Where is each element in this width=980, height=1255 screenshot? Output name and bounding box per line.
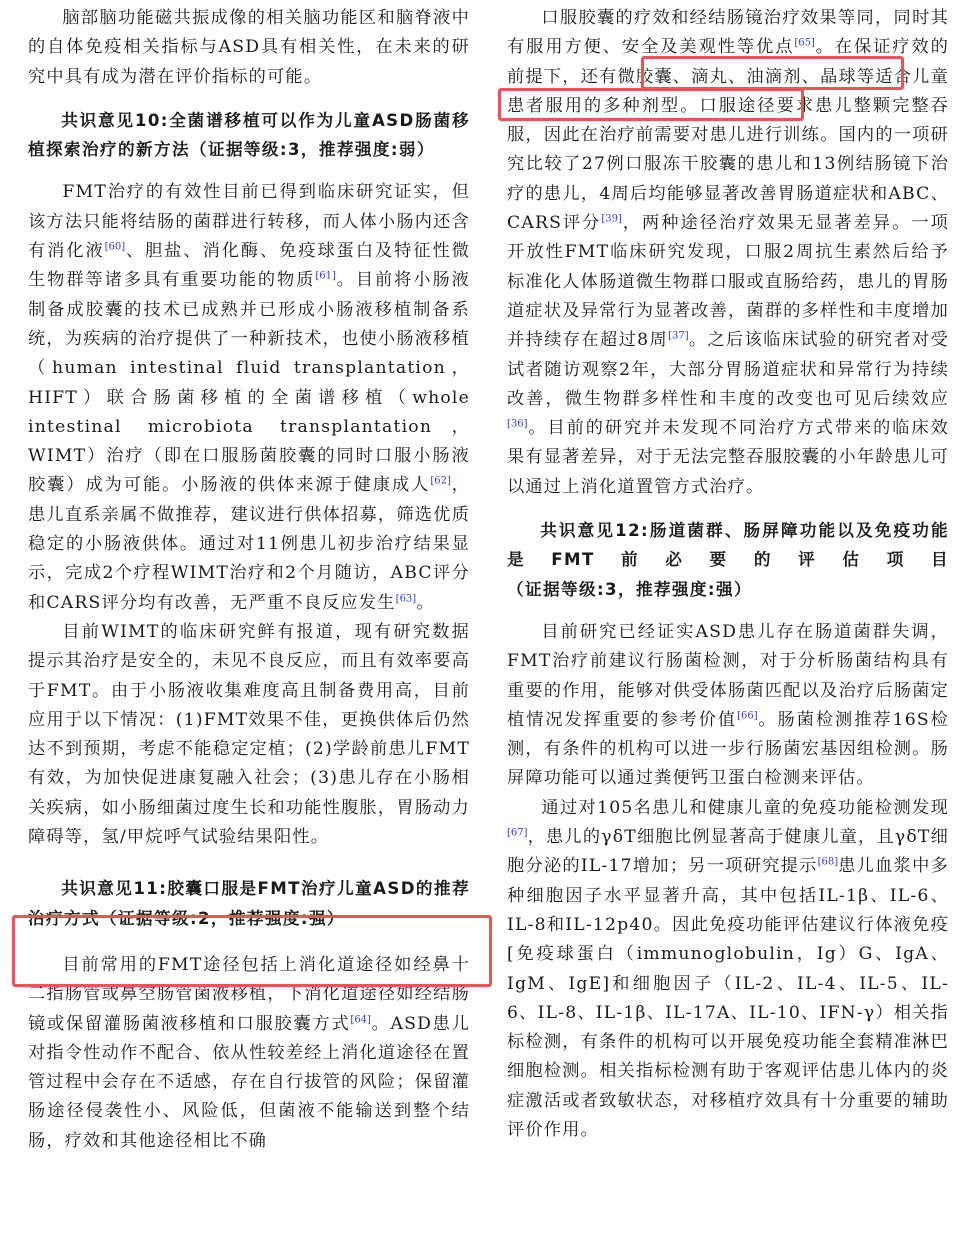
citation-ref-65[interactable]: [65] [794, 37, 815, 49]
paragraph-brain-imaging [28, 4, 470, 92]
citation-ref-62[interactable]: [62] [430, 475, 451, 487]
paragraph-text: ，患儿直系亲属不做推荐，建议进行供体招募，筛选优质稳定的小肠液供体。通过对11例患儿初步治疗结果显示，完成2个疗程WIMT治疗和2个月随访，ABC评分和CARS评分均有改善，无严重不良反应发生 [28, 475, 471, 613]
consensus-title: 共识意见10:全菌谱移植可以作为儿童ASD肠菌移植探索治疗的新方法 [28, 110, 470, 160]
paragraph-text: 。肠菌检测推荐16S检测，有条件的机构可以进一步行肠菌宏基因组检测。肠屏障功能可以通过粪便钙卫蛋白检测来评估。 [507, 709, 949, 789]
consensus-title: 共识意见11:胶囊口服是FMT治疗儿童ASD的推荐治疗方式 [28, 879, 470, 928]
highlighted-dosage-forms-text: 还有微胶囊、滴丸、油滴剂、晶球等适合儿童患者服用的多种剂型。 [507, 66, 949, 116]
citation-ref-39[interactable]: [39] [601, 213, 622, 225]
paragraph-text: 。ASD患儿对指令性动作不配合、依从性较差经上消化道途径在置管过程中会存在不适感，存在自行拔管的风险；保留灌肠途径侵袭性小、风险低，但菌液不能输送到整个结肠，疗效和其他途径相比不确 [28, 1013, 470, 1151]
citation-ref-60[interactable]: [60] [104, 241, 126, 253]
citation-ref-64[interactable]: [64] [350, 1013, 371, 1025]
paragraph-text: 通过对105名患儿和健康儿童的免疫功能检测发现 [541, 797, 949, 818]
citation-ref-37[interactable]: [37] [668, 330, 689, 342]
paragraph-immune-testing [507, 794, 949, 1146]
paragraph-text: 。目前的研究并未发现不同治疗方式带来的临床效果有显著差异，对于无法完整吞服胶囊的小年龄患儿可以通过上消化道置管方式治疗。 [507, 418, 949, 497]
citation-ref-68[interactable]: [68] [817, 856, 839, 868]
paragraph-text: ，两种途径治疗效果无显著差异。一项开放性FMT临床研究发现，口服2周抗生素然后给予标准化人体肠道微生物群口服或直肠给药，患儿的胃肠道症状及异常行为显著改善，菌群的多样性和丰度增加并持续存在超过8周 [507, 213, 949, 351]
citation-ref-61[interactable]: [61] [315, 270, 336, 282]
paragraph-wimt [28, 178, 470, 617]
consensus-10-heading [28, 106, 470, 165]
paragraph-text: ，患儿的γδT细胞比例显著高于健康儿童，且γδT细胞分泌的IL-17增加；另一项研究提示 [507, 827, 949, 877]
paragraph-oral-capsule [507, 4, 949, 502]
paragraph-text: 目前WIMT的临床研究鲜有报道，现有研究数据提示其治疗是安全的，未见不良反应，而且有效率要高于FMT。由于小肠液收集难度高且制备费用高，目前应用于以下情况：(1)FMT效果不佳，更换供体后仍然达不到预期，考虑不能稳定定植；(2)学龄前患儿FMT有效，为加快促进康复融入社会；(3)患儿存在小肠相关疾病，如小肠细菌过度生长和功能性腹胀，胃肠动力障碍等，氢/甲烷呼气试验结果阳性。 [28, 621, 470, 848]
citation-ref-36[interactable]: [36] [507, 418, 528, 430]
paragraph-gut-testing [507, 618, 949, 794]
consensus-evidence: （证据等级:2，推荐强度:强） [99, 908, 345, 928]
paragraph-text: 。在保证疗效的前提下， [507, 37, 949, 87]
paragraph-text: 、胆盐、消化酶、免疫球蛋白及特征性微生物群等诸多具有重要功能的物质 [28, 241, 470, 291]
consensus-12-heading [507, 516, 949, 604]
paragraph-text: 脑部脑功能磁共振成像的相关脑功能区和脑脊液中的自体免疫相关指标与ASD具有相关性，在未来的研究中具有成为潜在评价指标的可能。 [28, 8, 470, 87]
paragraph-text: 口服胶囊的疗效和经结肠镜治疗效果等同，同时其有服用方便、安全及美观性等优点 [507, 8, 949, 58]
citation-ref-63[interactable]: [63] [395, 592, 417, 604]
paragraph-text: 。之后该临床试验的研究者对受试者随访观察2年，大部分胃肠道症状和异常行为持续改善，微生物群多样性和丰度的改变也可见后续效应 [507, 330, 949, 409]
paragraph-text: 。 [416, 592, 435, 613]
consensus-evidence: （证据等级:3，推荐强度:弱） [189, 140, 435, 160]
paragraph-text: FMT治疗的有效性目前已得到临床研究证实，但该方法只能将结肠的菌群进行转移，而人体小肠内还含有消化液 [28, 182, 470, 262]
paragraph-text: 目前研究已经证实ASD患儿存在肠道菌群失调，FMT治疗前建议行肠菌检测，对于分析肠菌结构具有重要的作用，能够对供受体肠菌匹配以及治疗后肠菌定植情况发挥重要的参考价值 [507, 621, 949, 730]
paragraph-fmt-routes [28, 951, 470, 1156]
citation-ref-67[interactable]: [67] [507, 827, 528, 839]
paragraph-text: 口服途径要求患儿整颗完整吞服，因此在治疗前需要对患儿进行训练。国内的一项研究比较了27例口服冻干胶囊的患儿和13例结肠镜下治疗的患儿，4周后均能够显著改善胃肠道症状和ABC、CARS评分 [507, 95, 949, 234]
paragraph-text: 。目前将小肠液制备成胶囊的技术已成熟并已形成小肠液移植制备系统，为疾病的治疗提供了一种新技术，也使小肠液移植（human intestinal fluid transplantation，HIFT）联合肠菌移植的全菌谱移植（whole intestinal microbiota transplantation，WIMT）治疗（即在口服肠菌胶囊的同时口服小肠液胶囊）成为可能。小肠液的供体来源于健康成人 [28, 270, 470, 496]
consensus-11-heading [28, 874, 470, 933]
consensus-evidence: （证据等级:3，推荐强度:强） [507, 579, 752, 599]
citation-ref-66[interactable]: [66] [737, 710, 758, 722]
paragraph-text: 目前常用的FMT途径包括上消化道途径如经鼻十二指肠管或鼻空肠管菌液移植，下消化道途径如经结肠镜或保留灌肠菌液移植和口服胶囊方式 [28, 954, 470, 1034]
right-column [507, 4, 949, 1145]
paragraph-wimt-clinical [28, 618, 470, 852]
left-column [28, 4, 470, 1156]
consensus-title: 共识意见12:肠道菌群、肠屏障功能以及免疫功能是FMT前必要的评估项目 [507, 521, 949, 570]
paragraph-text: 患儿血浆中多种细胞因子水平显著升高，其中包括IL-1β、IL-6、IL-8和IL-12p40。因此免疫功能评估建议行体液免疫[免疫球蛋白（immunoglobulin，Ig）G、IgA、IgM、IgE]和细胞因子（IL-2、IL-4、IL-5、IL-6、IL-8、IL-1β、IL-17A、IL-10、IFN-γ）相关指标检测，有条件的机构可以开展免疫功能全套精准淋巴细胞检测。相关指标检测有助于客观评估患儿体内的炎症激活或者致敏状态，对移植疗效具有十分重要的辅助评价作用。 [507, 856, 950, 1140]
